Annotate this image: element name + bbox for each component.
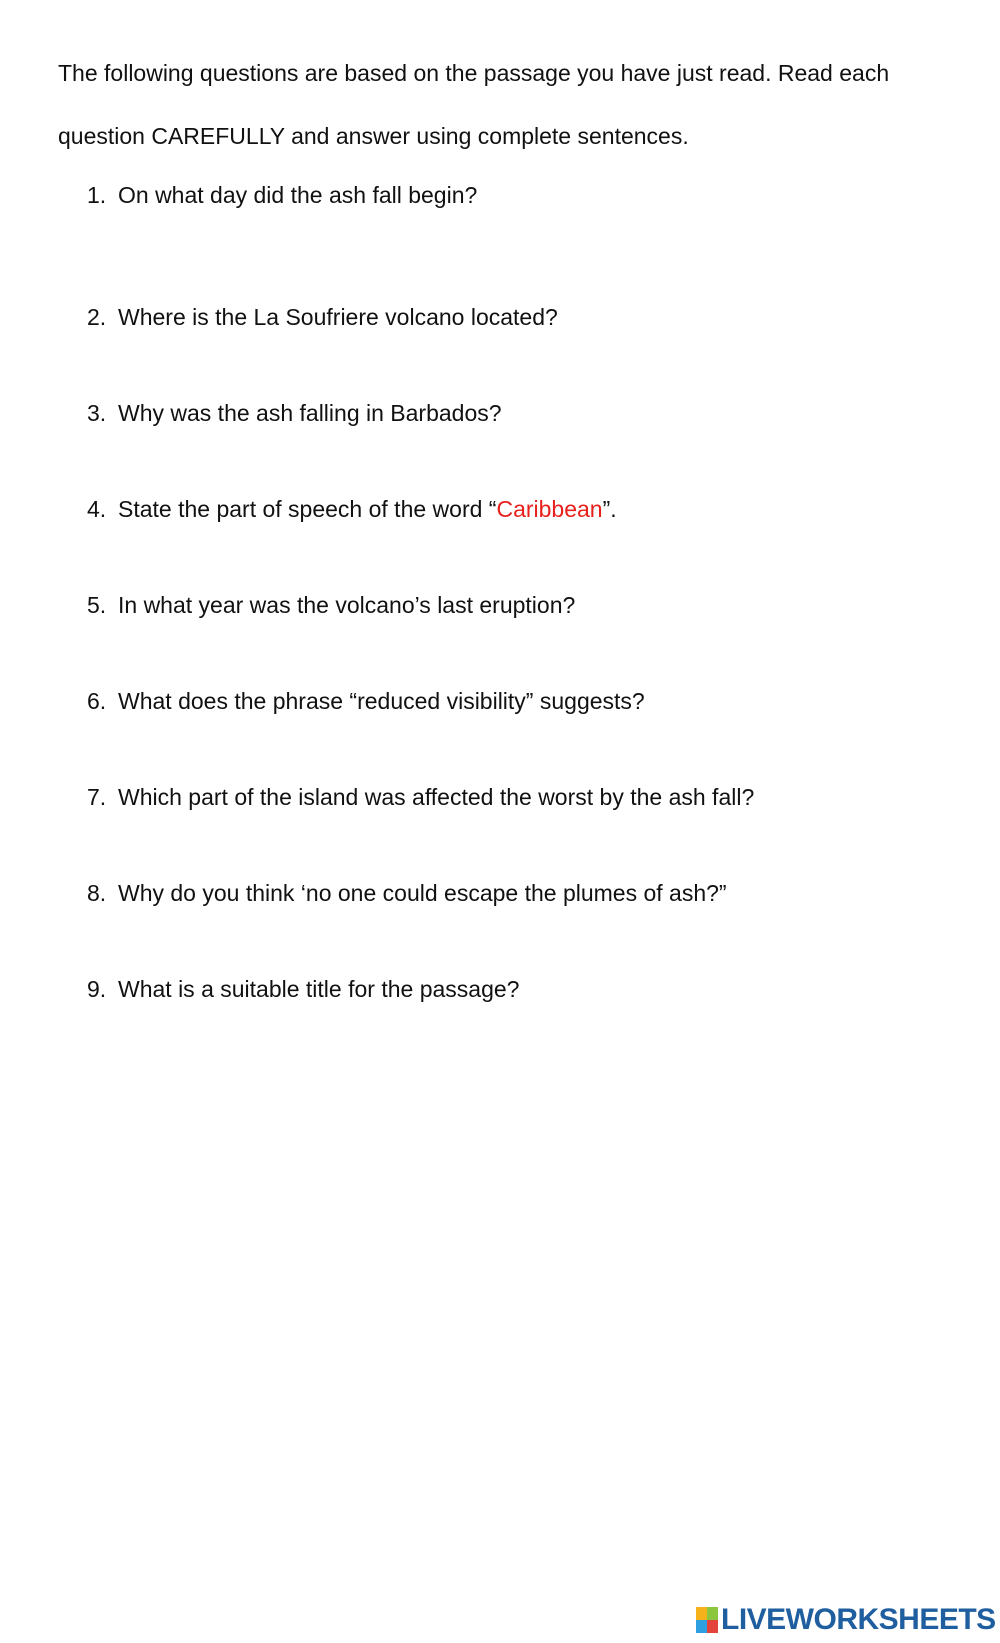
- question-number: 6.: [87, 688, 107, 714]
- question-number: 9.: [87, 976, 107, 1002]
- highlighted-word: Caribbean: [496, 496, 603, 522]
- question-9: [87, 974, 967, 1004]
- question-text: Why was the ash falling in Barbados?: [118, 400, 502, 426]
- question-number: 3.: [87, 400, 107, 426]
- question-1: [87, 180, 967, 210]
- instructions-line-1: The following questions are based on the passage you have just read. Read each: [58, 60, 890, 86]
- liveworksheets-logo-icon: [696, 1607, 718, 1633]
- instructions-line-2: question CAREFULLY and answer using complete sentences.: [58, 123, 689, 149]
- question-number: 1.: [87, 182, 107, 208]
- question-2: [87, 302, 967, 332]
- question-number: 4.: [87, 496, 107, 522]
- question-text: What does the phrase “reduced visibility” suggests?: [118, 688, 645, 714]
- question-number: 5.: [87, 592, 107, 618]
- question-number: 7.: [87, 784, 107, 810]
- question-8: [87, 878, 967, 908]
- question-text: Where is the La Soufriere volcano located?: [118, 304, 558, 330]
- liveworksheets-logo[interactable]: [696, 1605, 996, 1635]
- question-6: [87, 686, 967, 716]
- question-number: 8.: [87, 880, 107, 906]
- question-4: [87, 494, 967, 524]
- question-5: [87, 590, 967, 620]
- question-text: In what year was the volcano’s last eruption?: [118, 592, 576, 618]
- question-text: What is a suitable title for the passage?: [118, 976, 520, 1002]
- question-7: [87, 782, 967, 812]
- question-text: Which part of the island was affected the worst by the ash fall?: [118, 784, 755, 810]
- question-3: [87, 398, 967, 428]
- question-number: 2.: [87, 304, 107, 330]
- question-text: On what day did the ash fall begin?: [118, 182, 478, 208]
- question-text-before: State the part of speech of the word “: [118, 496, 497, 522]
- brand-name: LIVEWORKSHEETS: [721, 1603, 996, 1636]
- question-text-after: ”.: [602, 496, 617, 522]
- question-text: Why do you think ‘no one could escape the plumes of ash?”: [118, 880, 727, 906]
